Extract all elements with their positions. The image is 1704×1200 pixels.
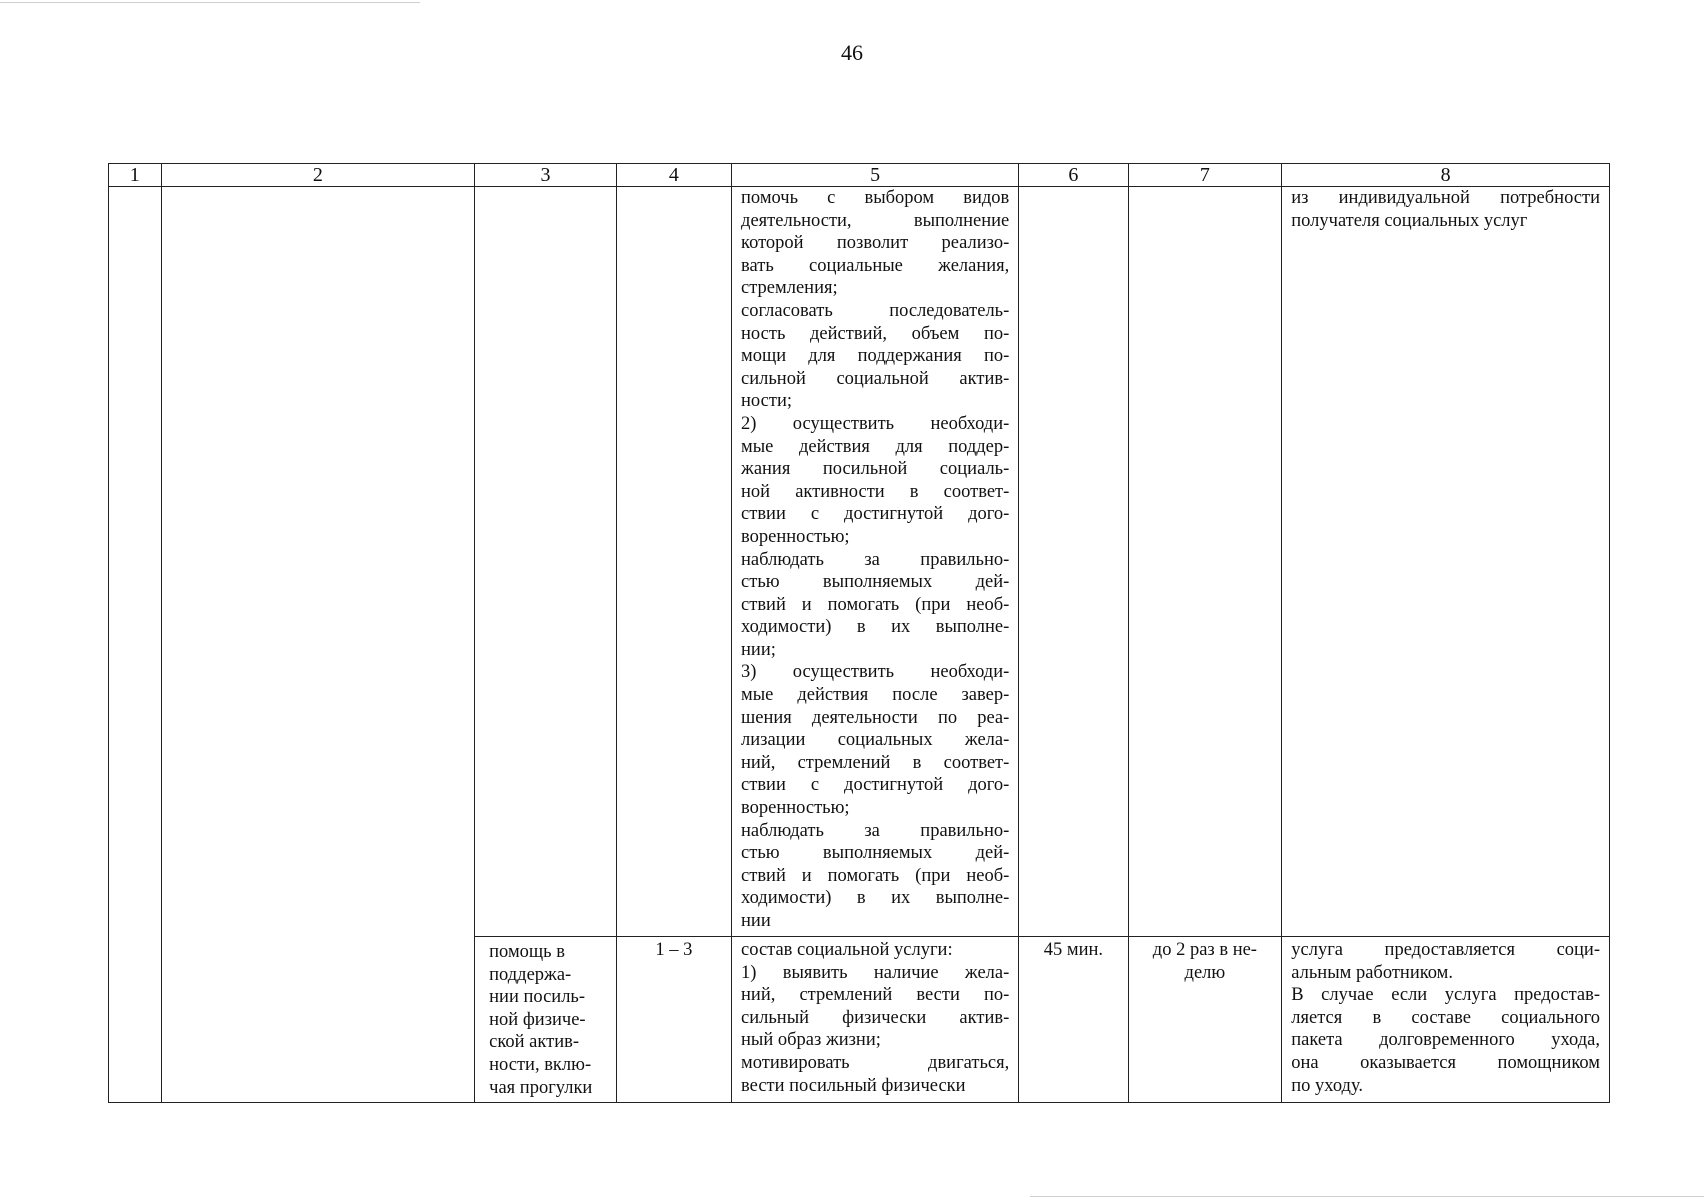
text-line: мые действия после завер- (741, 685, 1010, 706)
column-header-1: 1 (109, 164, 162, 187)
cell-periodicity (1128, 937, 1282, 1103)
text-line: помощь в (489, 942, 565, 962)
column-header-4: 4 (616, 164, 731, 187)
cell-col1 (109, 187, 162, 1103)
text-line: сильной социальной актив- (741, 368, 1010, 389)
text-line: ний, стремлений в соответ- (741, 752, 1010, 773)
text-line: до 2 раз в не- (1152, 940, 1257, 960)
text-line: ность действий, объем по- (741, 323, 1010, 344)
text-line: из индивидуальной потребности (1291, 188, 1600, 208)
text-line: 2) осуществить необходи- (741, 413, 1010, 434)
text-line: стремления; (741, 278, 838, 299)
column-header-7: 7 (1128, 164, 1282, 187)
cell-col6 (1019, 187, 1128, 937)
cell-service-content (732, 937, 1019, 1103)
column-header-2: 2 (161, 164, 475, 187)
cell-service-name (475, 937, 617, 1103)
text-line: воренностью; (741, 526, 850, 547)
cell-col3 (475, 187, 617, 937)
cell-notes (1282, 937, 1610, 1103)
text-line: стью выполняемых дей- (741, 843, 1010, 864)
text-line: ствий и помогать (при необ- (741, 865, 1010, 886)
text-line: ный образ жизни; (741, 1030, 881, 1051)
text-line: ходимости) в их выполне- (741, 888, 1010, 909)
text-line: вести посильный физически (741, 1075, 966, 1096)
text-line: ной физиче- (489, 1009, 586, 1030)
text-line: ходимости) в их выполне- (741, 617, 1010, 638)
text-line: жания посильной социаль- (741, 459, 1010, 480)
text-line: чая прогулки (489, 1077, 593, 1098)
table-row (109, 187, 1610, 937)
text-line: которой позволит реализо- (741, 233, 1010, 254)
text-line: услуга предоставляется соци- (1291, 940, 1600, 960)
text-line: сильный физически актив- (741, 1007, 1010, 1028)
text-line: лизации социальных жела- (741, 730, 1010, 751)
text-line: пакета долговременного ухода, (1291, 1030, 1600, 1051)
text-line: шения деятельности по реа- (741, 707, 1010, 728)
text-line: получателя социальных услуг (1291, 210, 1528, 231)
column-header-6: 6 (1019, 164, 1128, 187)
cell-col2 (161, 187, 475, 1103)
cell-duration: 45 мин. (1019, 937, 1128, 1103)
cell-service-content (732, 187, 1019, 937)
column-header-3: 3 (475, 164, 617, 187)
column-header-5: 5 (732, 164, 1019, 187)
text-line: ности; (741, 391, 792, 412)
scan-edge-line (0, 2, 420, 3)
text-line: поддержа- (489, 964, 572, 985)
text-line: ствии с достигнутой дого- (741, 504, 1010, 525)
text-line: нии посиль- (489, 987, 586, 1008)
text-line: ствии с достигнутой дого- (741, 775, 1010, 796)
text-line: 1) выявить наличие жела- (741, 962, 1010, 983)
cell-col4 (616, 187, 731, 937)
cell-notes (1282, 187, 1610, 937)
text-line: ний, стремлений вести по- (741, 985, 1010, 1006)
text-line: вать социальные желания, (741, 255, 1010, 276)
text-line: нии; (741, 639, 776, 660)
text-line: 3) осуществить необходи- (741, 662, 1010, 683)
text-line: она оказывается помощником (1291, 1052, 1600, 1073)
text-line: ности, вклю- (489, 1054, 592, 1075)
text-line: альным работником. (1291, 962, 1453, 983)
page-number: 46 (841, 40, 863, 65)
text-line: ной активности в соответ- (741, 481, 1010, 502)
text-line: делю (1184, 962, 1226, 983)
text-line: состав социальной услуги: (741, 940, 953, 960)
text-line: согласовать последователь- (741, 300, 1010, 321)
text-line: ской актив- (489, 1032, 580, 1053)
cell-col7 (1128, 187, 1282, 937)
text-line: В случае если услуга предостав- (1291, 985, 1600, 1006)
services-table (108, 163, 1610, 1103)
text-line: деятельности, выполнение (741, 210, 1010, 231)
text-line: наблюдать за правильно- (741, 549, 1010, 570)
text-line: нии (741, 911, 771, 931)
text-line: по уходу. (1291, 1075, 1363, 1096)
header-row (109, 164, 1610, 187)
text-line: наблюдать за правильно- (741, 820, 1010, 841)
text-line: мощи для поддержания по- (741, 346, 1010, 367)
text-line: воренностью; (741, 798, 850, 819)
text-line: ляется в составе социального (1291, 1007, 1600, 1028)
text-line: мые действия для поддер- (741, 436, 1010, 457)
text-line: ствий и помогать (при необ- (741, 594, 1010, 615)
column-header-8: 8 (1282, 164, 1610, 187)
cell-frequency: 1 – 3 (616, 937, 731, 1103)
text-line: стью выполняемых дей- (741, 572, 1010, 593)
text-line: помочь с выбором видов (741, 188, 1010, 208)
scan-edge-line (1030, 1196, 1704, 1197)
text-line: мотивировать двигаться, (741, 1052, 1010, 1073)
